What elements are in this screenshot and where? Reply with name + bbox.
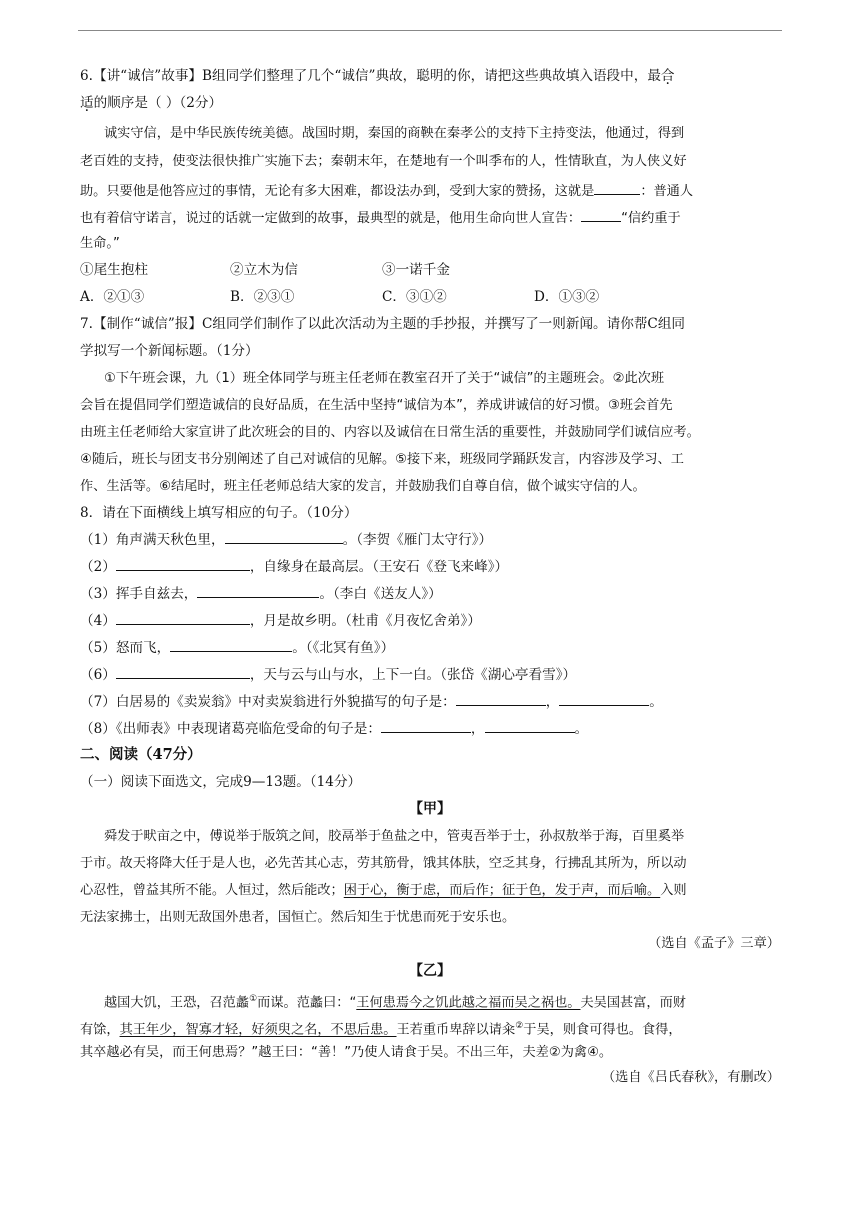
q8-item: （3）挥手自兹去， 。（李白《送友人》） (80, 583, 442, 604)
q7-para-line: ④随后，班长与团支书分别阐述了自己对诚信的见解。⑤接下来，班级同学踊跃发言，内容涉及学习、工 (80, 452, 684, 467)
passage-line: 舜发于畎亩之中，傅说举于版筑之间，胶鬲举于鱼盐之中，管夷吾举于士，孙叔敖举于海，百里奚举 (104, 829, 685, 844)
passage-line: 越国大饥，王恐，召范蠡①而谋。范蠡曰：“王何患焉今之饥此越之福而吴之祸也。夫吴国甚富，而财 (104, 994, 686, 1011)
answer-blank[interactable] (197, 583, 319, 598)
q8-item: （8）《出师表》中表现诸葛亮临危受命的句子是： ， 。 (80, 718, 588, 739)
underlined-sentence: 王何患焉今之饥此越之福而吴之祸也。 (356, 995, 581, 1011)
q7-prompt-line2: 学拟写一个新闻标题。（1分） (80, 343, 259, 359)
q6-option-b[interactable]: B．②③① (230, 289, 295, 305)
header-rule (78, 30, 782, 31)
q8-title: 8．请在下面横线上填写相应的句子。（10分） (80, 505, 358, 521)
q7-para-line: 由班主任老师给大家宣讲了此次班会的目的、内容以及诚信在日常生活的重要性，并鼓励同学们诚信应考。 (80, 425, 700, 440)
q8-item: （2） ，自缘身在最高层。（王安石《登飞来峰》） (80, 556, 508, 577)
q8-item: （6） ，天与云与山与水，上下一白。（张岱《湖心亭看雪》） (80, 664, 576, 685)
passage-line: 心忍性，曾益其所不能。人恒过，然后能改；困于心，衡于虑，而后作；征于色，发于声，而后喻。入则 (80, 883, 687, 898)
q6-item: ②立木为信 (230, 262, 298, 278)
footnote-marker: ② (515, 1021, 524, 1031)
section-title: 二、阅读（47分） (80, 746, 202, 763)
answer-blank[interactable] (170, 637, 292, 652)
q6-prompt-line1: 6.【讲“诚信”故事】B组同学们整理了几个“诚信”典故，聪明的你，请把这些典故填入语段中，最合 (80, 68, 675, 84)
answer-blank[interactable] (581, 207, 621, 222)
passage-line: 无法家拂士，出则无敌国外患者，国恒亡。然后知生于忧患而死于安乐也。 (80, 910, 516, 925)
q6-option-c[interactable]: C．③①② (382, 289, 447, 305)
q7-prompt-line1: 7.【制作“诚信”报】C组同学们制作了以此次活动为主题的手抄报，并撰写了一则新闻。请你帮C组同 (80, 316, 686, 332)
section-subtitle: （一）阅读下面选文，完成9—13题。（14分） (80, 774, 362, 790)
passage-source: （选自《孟子》三章） (648, 936, 780, 951)
q6-item: ①尾生抱柱 (80, 262, 148, 278)
q8-item: （7）白居易的《卖炭翁》中对卖炭翁进行外貌描写的句子是： ， 。 (80, 691, 663, 712)
footnote-marker: ① (249, 994, 258, 1004)
q6-para-line: 也有着信守诺言，说过的话就一定做到的故事，最典型的就是，他用生命向世人宣告： “信约重于 (80, 207, 681, 229)
emphasis-dot-char: 合 (660, 68, 675, 84)
q7-para-line: ①下午班会课，九（1）班全体同学与班主任老师在教室召开了关于“诚信”的主题班会。②此次班 (104, 371, 665, 386)
emphasis-dot-char: 适 (80, 95, 94, 111)
q6-option-d[interactable]: D．①③② (534, 289, 600, 305)
passage-source: （选自《吕氏春秋》，有删改） (601, 1070, 780, 1085)
underlined-sentence: 其王年少，智寡才轻，好须臾之名，不思后患。 (119, 1022, 397, 1038)
q7-para-line: 会旨在提倡同学们塑造诚信的良好品质，在生活中坚持“诚信为本”，养成讲诚信的好习惯。③班会首先 (80, 398, 673, 413)
answer-blank[interactable] (594, 180, 640, 195)
q6-option-a[interactable]: A．②①③ (80, 289, 145, 305)
answer-blank[interactable] (116, 556, 250, 571)
q6-para-line: 老百姓的支持，使变法很快推广实施下去；秦朝末年，在楚地有一个叫季布的人，性情耿直，为人侠义好 (80, 154, 687, 169)
q8-item: （4） ，月是故乡明。（杜甫《月夜忆舍弟》） (80, 610, 481, 631)
passage-line: 其卒越必有吴，而王何患焉？”越王曰：“善！”乃使人请食于吴。不出三年，夫差②为禽④。 (80, 1045, 613, 1060)
answer-blank[interactable] (485, 718, 575, 733)
passage-heading-jia: 【甲】 (409, 801, 451, 817)
q8-item: （1）角声满天秋色里， 。（李贺《雁门太守行》） (80, 529, 492, 550)
q6-para-line: 助。只要他是他答应过的事情，无论有多大困难，都设法办到，受到大家的赞扬，这就是 ：普通人 (80, 180, 693, 202)
q6-para-line: 生命。” (80, 236, 120, 251)
q6-prompt-line2: 适的顺序是（ ）（2分） (80, 95, 223, 111)
q8-item: （5）怒而飞， 。（《北冥有鱼》） (80, 637, 394, 658)
answer-blank[interactable] (559, 691, 649, 706)
passage-line: 于市。故天将降大任于是人也，必先苦其心志，劳其筋骨，饿其体肤，空乏其身，行拂乱其所为，所以动 (80, 856, 687, 871)
answer-blank[interactable] (456, 691, 546, 706)
answer-blank[interactable] (116, 610, 250, 625)
answer-blank[interactable] (116, 664, 250, 679)
underlined-sentence: 困于心，衡于虑，而后作；征于色，发于声，而后喻。 (343, 883, 661, 898)
passage-line: 有馀，其王年少，智寡才轻，好须臾之名，不思后患。王若重币卑辞以请籴②于吴，则食可得也。食得， (80, 1021, 682, 1038)
q6-para-line: 诚实守信，是中华民族传统美德。战国时期，秦国的商鞅在秦孝公的支持下主持变法，他通过，得到 (104, 126, 685, 141)
q7-para-line: 作、生活等。⑥结尾时，班主任老师总结大家的发言，并鼓励我们自尊自信，做个诚实守信的人。 (80, 479, 646, 494)
q6-item: ③一诺千金 (382, 262, 450, 278)
passage-heading-yi: 【乙】 (409, 963, 451, 979)
answer-blank[interactable] (381, 718, 471, 733)
answer-blank[interactable] (225, 529, 343, 544)
